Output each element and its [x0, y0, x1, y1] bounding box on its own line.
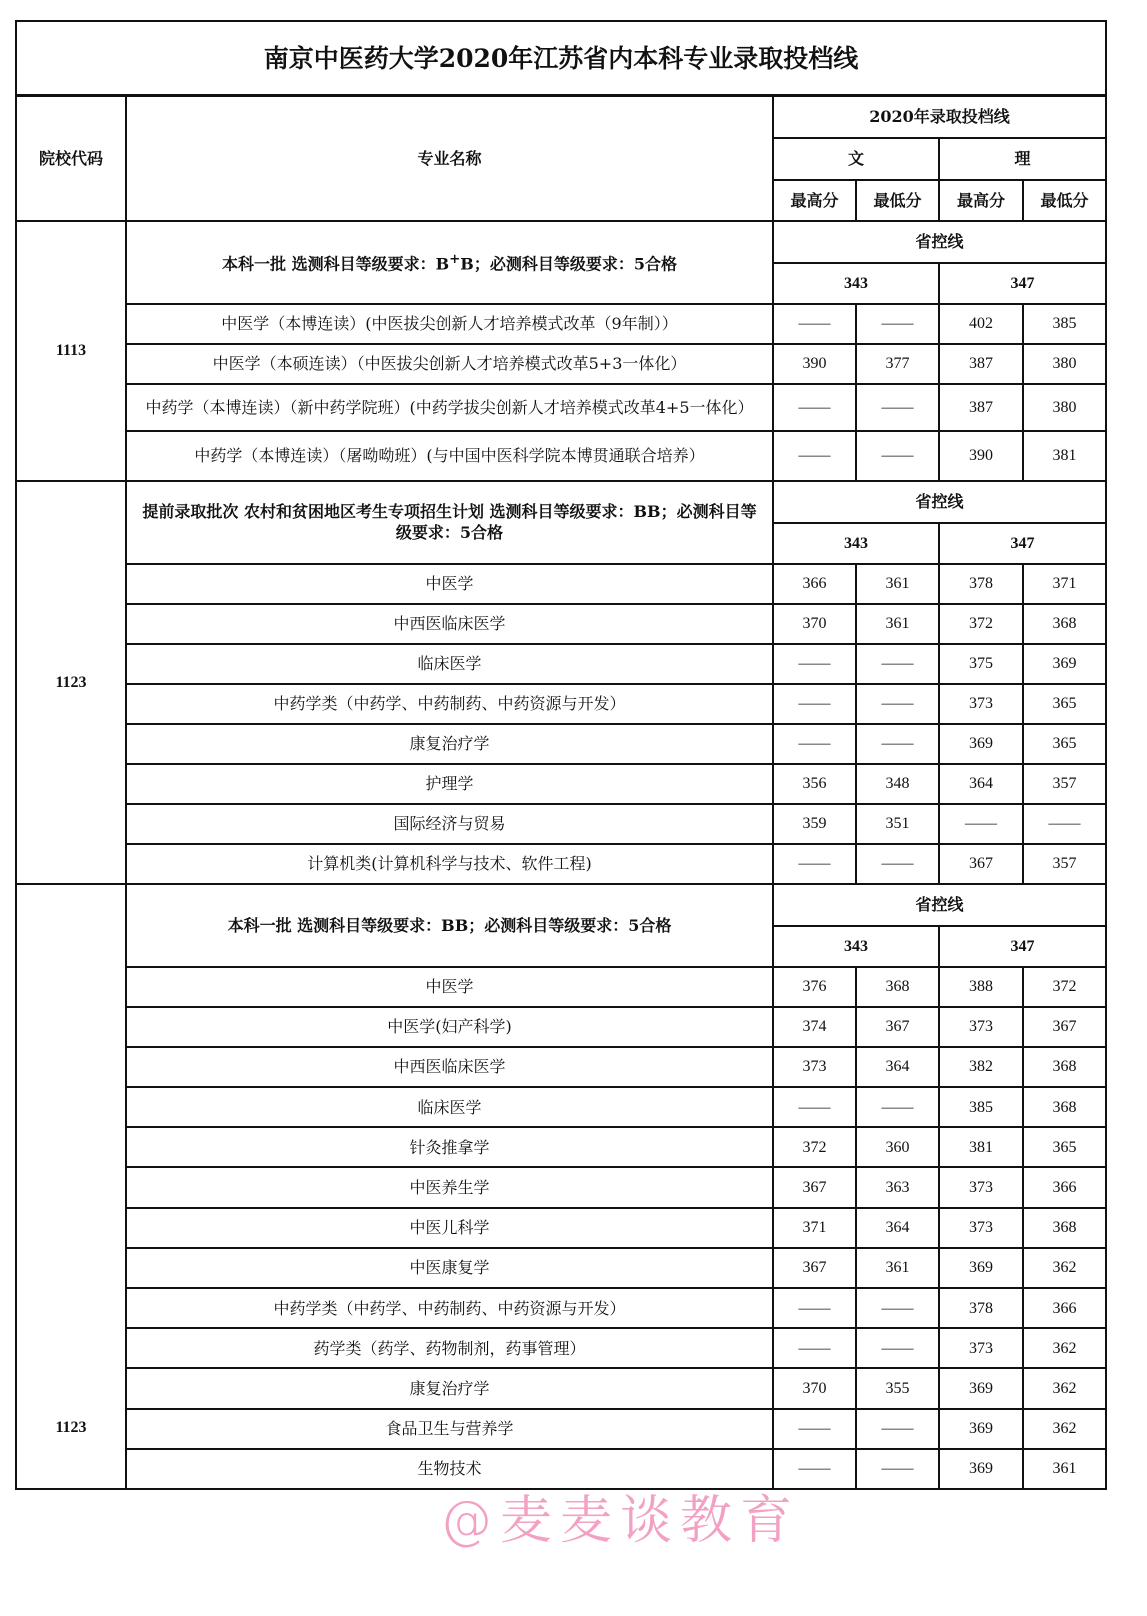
wen-max-score: ——: [773, 644, 856, 684]
admission-score-table: [15, 20, 1107, 1490]
li-max-score: 367: [939, 844, 1023, 884]
table-row: [16, 724, 1106, 764]
wen-max-score: 367: [773, 1248, 856, 1288]
wen-min-score: ——: [856, 1409, 939, 1449]
table-row: [16, 1409, 1106, 1449]
table-row: [16, 564, 1106, 604]
li-max-score: 369: [939, 1368, 1023, 1408]
wen-min-score: 361: [856, 564, 939, 604]
wen-max-score: 370: [773, 1368, 856, 1408]
section-header-row: [16, 221, 1106, 263]
document: [15, 20, 1105, 1550]
major-name: 康复治疗学: [126, 724, 773, 764]
li-min-score: 381: [1023, 431, 1106, 481]
table-row: [16, 1208, 1106, 1248]
control-line-label: 省控线: [773, 481, 1106, 523]
header-score-group: 2020年录取投档线: [773, 96, 1106, 138]
wen-min-score: ——: [856, 1449, 939, 1489]
li-min-score: 367: [1023, 1007, 1106, 1047]
table-row: [16, 1167, 1106, 1207]
li-max-score: 369: [939, 1248, 1023, 1288]
major-name: 中药学（本博连读）（屠呦呦班）(与中国中医科学院本博贯通联合培养）: [126, 431, 773, 481]
major-name: 中医学（本硕连读）（中医拔尖创新人才培养模式改革5+3一体化）: [126, 344, 773, 384]
wen-min-score: 364: [856, 1208, 939, 1248]
table-row: [16, 1127, 1106, 1167]
table-row: [16, 431, 1106, 481]
li-min-score: 357: [1023, 844, 1106, 884]
li-min-score: ——: [1023, 804, 1106, 844]
li-max-score: 373: [939, 1208, 1023, 1248]
wen-min-score: ——: [856, 431, 939, 481]
major-name: 药学类（药学、药物制剂，药事管理）: [126, 1328, 773, 1368]
wen-max-score: 366: [773, 564, 856, 604]
header-wen-min: 最低分: [856, 180, 939, 221]
li-max-score: 387: [939, 344, 1023, 384]
table-row: [16, 384, 1106, 431]
li-max-score: 390: [939, 431, 1023, 481]
wen-max-score: ——: [773, 724, 856, 764]
li-min-score: 368: [1023, 1208, 1106, 1248]
control-line-wen: 343: [773, 263, 939, 304]
major-name: 中药学类（中药学、中药制药、中药资源与开发）: [126, 684, 773, 724]
wen-min-score: ——: [856, 1087, 939, 1127]
li-max-score: 364: [939, 764, 1023, 804]
major-name: 计算机类(计算机科学与技术、软件工程): [126, 844, 773, 884]
header-li: 理: [939, 138, 1106, 180]
major-name: 国际经济与贸易: [126, 804, 773, 844]
major-name: 中医儿科学: [126, 1208, 773, 1248]
table-row: [16, 1007, 1106, 1047]
table-row: [16, 804, 1106, 844]
table-row: [16, 967, 1106, 1007]
header-li-max: 最高分: [939, 180, 1023, 221]
control-line-wen: 343: [773, 523, 939, 564]
li-max-score: 369: [939, 724, 1023, 764]
li-max-score: 381: [939, 1127, 1023, 1167]
li-min-score: 368: [1023, 604, 1106, 644]
wen-max-score: 370: [773, 604, 856, 644]
wen-min-score: ——: [856, 724, 939, 764]
li-min-score: 380: [1023, 384, 1106, 431]
major-name: 中西医临床医学: [126, 604, 773, 644]
wen-max-score: 372: [773, 1127, 856, 1167]
table-row: [16, 1047, 1106, 1087]
wen-max-score: ——: [773, 1449, 856, 1489]
major-name: 中医学(妇产科学): [126, 1007, 773, 1047]
section-description: 本科一批 选测科目等级要求：BB；必测科目等级要求：5合格: [126, 884, 773, 967]
wen-max-score: ——: [773, 431, 856, 481]
wen-max-score: 371: [773, 1208, 856, 1248]
li-min-score: 365: [1023, 1127, 1106, 1167]
wen-min-score: ——: [856, 1328, 939, 1368]
li-max-score: 378: [939, 1288, 1023, 1328]
li-max-score: 373: [939, 684, 1023, 724]
wen-min-score: ——: [856, 684, 939, 724]
wen-max-score: ——: [773, 304, 856, 344]
li-max-score: 378: [939, 564, 1023, 604]
major-name: 康复治疗学: [126, 1368, 773, 1408]
wen-min-score: ——: [856, 304, 939, 344]
major-name: 护理学: [126, 764, 773, 804]
table-row: [16, 304, 1106, 344]
section-header-row: [16, 481, 1106, 523]
li-max-score: 369: [939, 1449, 1023, 1489]
school-code: 1123: [16, 481, 126, 884]
li-max-score: ——: [939, 804, 1023, 844]
wen-min-score: 368: [856, 967, 939, 1007]
school-code: 1123: [16, 884, 126, 1489]
major-name: 中医学: [126, 967, 773, 1007]
major-name: 中医养生学: [126, 1167, 773, 1207]
table-row: [16, 644, 1106, 684]
table-row: [16, 1449, 1106, 1489]
wen-max-score: 390: [773, 344, 856, 384]
wen-min-score: ——: [856, 844, 939, 884]
wen-min-score: 361: [856, 604, 939, 644]
major-name: 食品卫生与营养学: [126, 1409, 773, 1449]
li-max-score: 385: [939, 1087, 1023, 1127]
control-line-label: 省控线: [773, 221, 1106, 263]
control-line-wen: 343: [773, 926, 939, 967]
wen-min-score: 360: [856, 1127, 939, 1167]
li-min-score: 372: [1023, 967, 1106, 1007]
major-name: 中药学类（中药学、中药制药、中药资源与开发）: [126, 1288, 773, 1328]
header-school-code: 院校代码: [16, 96, 126, 221]
major-name: 生物技术: [126, 1449, 773, 1489]
wen-min-score: 355: [856, 1368, 939, 1408]
li-min-score: 362: [1023, 1368, 1106, 1408]
wen-max-score: 367: [773, 1167, 856, 1207]
table-row: [16, 1328, 1106, 1368]
major-name: 中西医临床医学: [126, 1047, 773, 1087]
major-name: 中医康复学: [126, 1248, 773, 1288]
wen-min-score: 361: [856, 1248, 939, 1288]
li-min-score: 361: [1023, 1449, 1106, 1489]
table-row: [16, 844, 1106, 884]
header-major-name: 专业名称: [126, 96, 773, 221]
li-min-score: 365: [1023, 684, 1106, 724]
table-row: [16, 1248, 1106, 1288]
li-min-score: 366: [1023, 1288, 1106, 1328]
watermark: @麦麦谈教育: [440, 1490, 801, 1551]
table-row: [16, 344, 1106, 384]
header-wen: 文: [773, 138, 939, 180]
major-name: 中药学（本博连读）（新中药学院班）(中药学拔尖创新人才培养模式改革4+5一体化）: [126, 384, 773, 431]
wen-min-score: ——: [856, 644, 939, 684]
li-min-score: 362: [1023, 1328, 1106, 1368]
header-li-min: 最低分: [1023, 180, 1106, 221]
wen-min-score: 377: [856, 344, 939, 384]
wen-max-score: ——: [773, 384, 856, 431]
li-min-score: 385: [1023, 304, 1106, 344]
li-max-score: 375: [939, 644, 1023, 684]
table-row: [16, 604, 1106, 644]
major-name: 针灸推拿学: [126, 1127, 773, 1167]
wen-min-score: 367: [856, 1007, 939, 1047]
wen-max-score: 373: [773, 1047, 856, 1087]
wen-min-score: ——: [856, 1288, 939, 1328]
school-code: 1113: [16, 221, 126, 481]
major-name: 临床医学: [126, 644, 773, 684]
li-min-score: 371: [1023, 564, 1106, 604]
li-min-score: 362: [1023, 1248, 1106, 1288]
document-title: 南京中医药大学2020年江苏省内本科专业录取投档线: [16, 21, 1106, 96]
li-min-score: 366: [1023, 1167, 1106, 1207]
li-max-score: 388: [939, 967, 1023, 1007]
table-row: [16, 1087, 1106, 1127]
wen-max-score: ——: [773, 844, 856, 884]
wen-min-score: 364: [856, 1047, 939, 1087]
li-min-score: 368: [1023, 1087, 1106, 1127]
wen-max-score: ——: [773, 1328, 856, 1368]
wen-max-score: 359: [773, 804, 856, 844]
li-max-score: 369: [939, 1409, 1023, 1449]
li-max-score: 382: [939, 1047, 1023, 1087]
wen-max-score: 374: [773, 1007, 856, 1047]
control-line-li: 347: [939, 263, 1106, 304]
table-row: [16, 764, 1106, 804]
major-name: 中医学: [126, 564, 773, 604]
wen-min-score: 363: [856, 1167, 939, 1207]
li-min-score: 368: [1023, 1047, 1106, 1087]
wen-max-score: 376: [773, 967, 856, 1007]
li-min-score: 365: [1023, 724, 1106, 764]
wen-max-score: ——: [773, 1087, 856, 1127]
major-name: 中医学（本博连读）(中医拔尖创新人才培养模式改革（9年制））: [126, 304, 773, 344]
li-max-score: 373: [939, 1167, 1023, 1207]
wen-max-score: ——: [773, 1288, 856, 1328]
li-max-score: 373: [939, 1007, 1023, 1047]
wen-max-score: ——: [773, 1409, 856, 1449]
table-row: [16, 1288, 1106, 1328]
wen-min-score: 351: [856, 804, 939, 844]
section-description: 提前录取批次 农村和贫困地区考生专项招生计划 选测科目等级要求：BB；必测科目等级要求：5合格: [126, 481, 773, 564]
wen-max-score: 356: [773, 764, 856, 804]
section-header-row: [16, 884, 1106, 926]
wen-max-score: ——: [773, 684, 856, 724]
li-min-score: 357: [1023, 764, 1106, 804]
control-line-li: 347: [939, 523, 1106, 564]
li-max-score: 402: [939, 304, 1023, 344]
li-min-score: 369: [1023, 644, 1106, 684]
li-max-score: 372: [939, 604, 1023, 644]
wen-min-score: 348: [856, 764, 939, 804]
control-line-label: 省控线: [773, 884, 1106, 926]
section-description: 本科一批 选测科目等级要求：B+B；必测科目等级要求：5合格: [126, 221, 773, 304]
table-row: [16, 684, 1106, 724]
li-max-score: 387: [939, 384, 1023, 431]
table-row: [16, 1368, 1106, 1408]
li-min-score: 380: [1023, 344, 1106, 384]
li-min-score: 362: [1023, 1409, 1106, 1449]
major-name: 临床医学: [126, 1087, 773, 1127]
header-wen-max: 最高分: [773, 180, 856, 221]
wen-min-score: ——: [856, 384, 939, 431]
li-max-score: 373: [939, 1328, 1023, 1368]
control-line-li: 347: [939, 926, 1106, 967]
